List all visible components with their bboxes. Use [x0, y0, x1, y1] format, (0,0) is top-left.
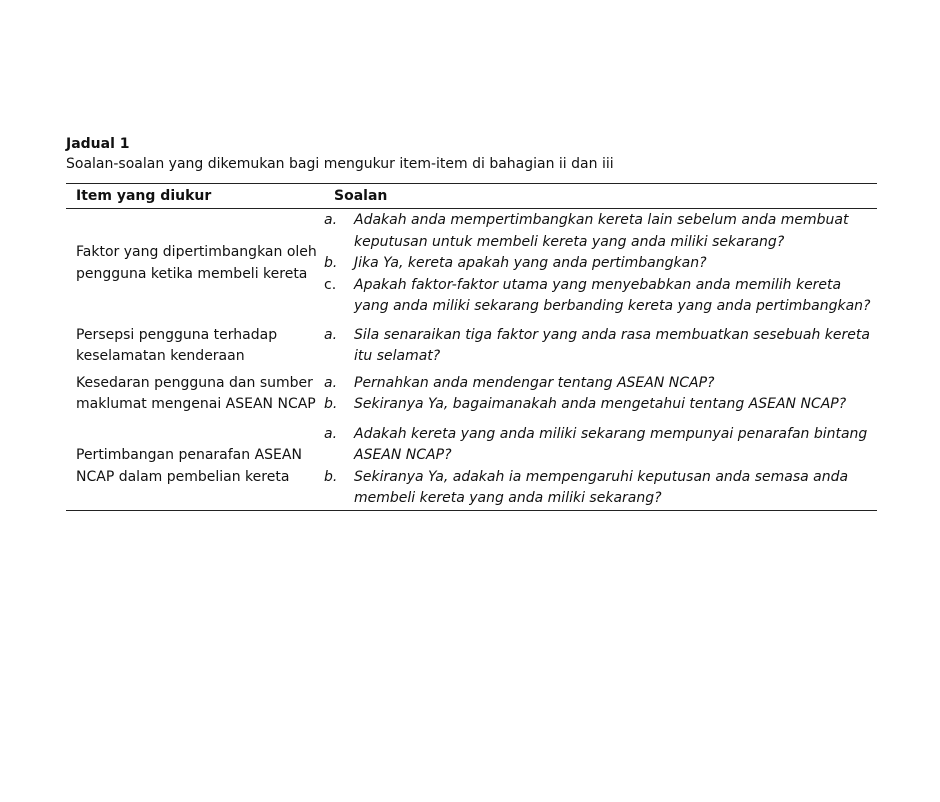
question-item [324, 424, 877, 467]
question-text: Adakah kereta yang anda miliki sekarang mempunyai penarafan bintang ASEAN NCAP? [354, 425, 868, 463]
question-text: Pernahkan anda mendengar tentang ASEAN NCAP? [354, 374, 715, 391]
table-row [66, 368, 877, 416]
table-row [66, 209, 877, 318]
header-item: Item yang diukur [76, 188, 212, 204]
question-list [324, 373, 877, 416]
question-item [324, 394, 877, 416]
question-item [324, 467, 877, 510]
item-cell: Pertimbangan penarafan ASEAN NCAP dalam pembelian kereta [76, 447, 302, 485]
question-item [324, 373, 877, 395]
table-row [66, 318, 877, 368]
questions-table [66, 183, 877, 511]
question-text: Apakah faktor-faktor utama yang menyebabkan anda memilih kereta yang anda miliki sekarang berbanding kereta yang anda pertimbangkan? [354, 276, 871, 314]
question-letter: c. [324, 276, 337, 293]
question-text: Sila senaraikan tiga faktor yang anda rasa membuatkan sesebuah kereta itu selamat? [354, 326, 870, 364]
question-text: Adakah anda mempertimbangkan kereta lain sebelum anda membuat keputusan untuk membeli kereta yang anda miliki sekarang? [354, 212, 849, 250]
table-label: Jadual 1 [66, 136, 130, 152]
question-letter: a. [324, 326, 338, 343]
item-cell: Persepsi pengguna terhadap keselamatan kenderaan [76, 326, 278, 364]
question-letter: b. [324, 255, 338, 271]
header-question: Soalan [334, 188, 388, 204]
question-text: Sekiranya Ya, adakah ia mempengaruhi keputusan anda semasa anda membeli kereta yang anda miliki sekarang? [354, 468, 849, 506]
table-caption: Soalan-soalan yang dikemukan bagi mengukur item-item di bahagian ii dan iii [66, 156, 614, 172]
question-text: Jika Ya, kereta apakah yang anda pertimbangkan? [354, 255, 707, 271]
question-letter: b. [324, 468, 338, 485]
question-list [324, 424, 877, 510]
question-item [324, 325, 877, 368]
question-letter: a. [324, 425, 338, 442]
question-text: Sekiranya Ya, bagaimanakah anda mengetahui tentang ASEAN NCAP? [354, 396, 847, 412]
question-item [324, 210, 877, 253]
question-letter: a. [324, 374, 338, 391]
table-header-row [66, 184, 877, 209]
item-cell: Faktor yang dipertimbangkan oleh pengguna ketika membeli kereta [76, 244, 317, 282]
question-item [324, 275, 877, 318]
document-page [66, 134, 877, 511]
question-list [324, 210, 877, 318]
question-letter: a. [324, 212, 338, 228]
item-cell: Kesedaran pengguna dan sumber maklumat mengenai ASEAN NCAP [76, 374, 316, 412]
question-list [324, 325, 877, 368]
question-item [324, 253, 877, 275]
question-letter: b. [324, 396, 338, 412]
table-row [66, 416, 877, 510]
